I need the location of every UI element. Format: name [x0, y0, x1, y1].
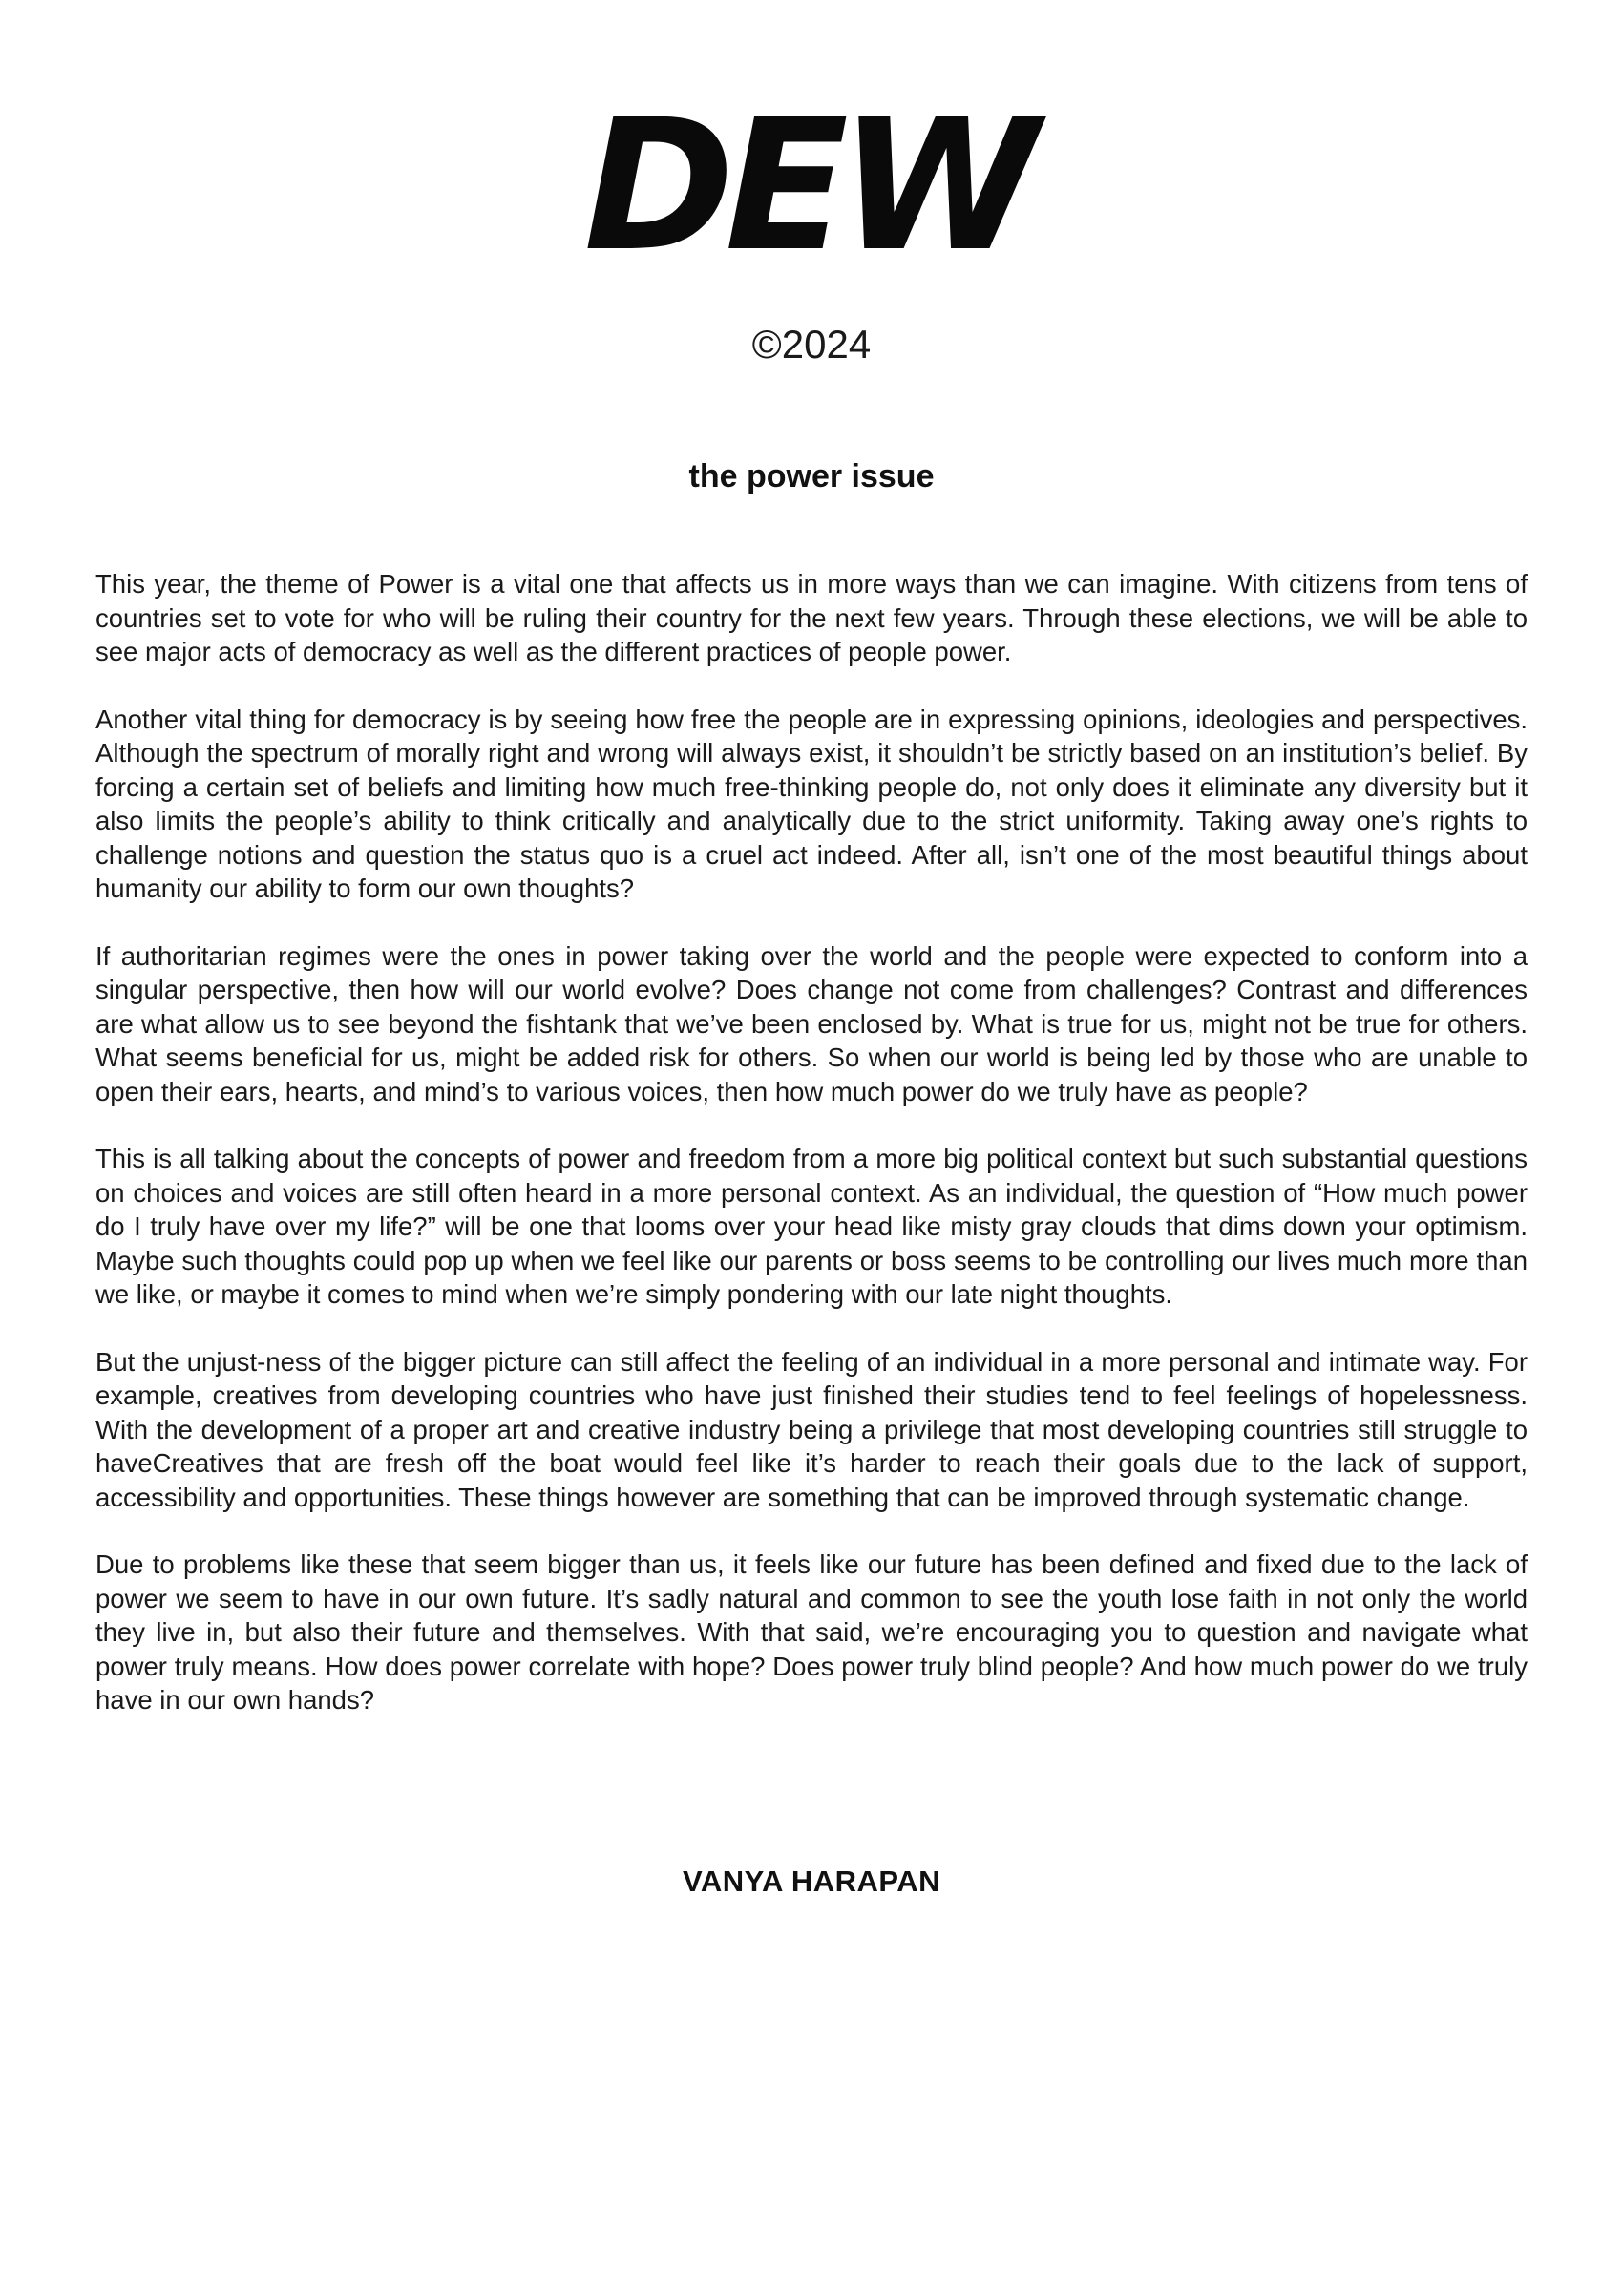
paragraph-6: Due to problems like these that seem bigger than us, it feels like our future has been defined and fixed due to the lack of power we seem to have in our own future. It’s sadly natural and common to see the youth lose faith in not only the world they live in, but also their future and themselves. With that said, we’re encouraging you to question and navigate what power truly means. How does power correlate with hope? Does power truly blind people? And how much power do we truly have in our own hands? — [95, 1549, 1528, 1715]
paragraph-4: This is all talking about the concepts of power and freedom from a more big political context but such substantial questions on choices and voices are still often heard in a more personal context. As an individual, the question of “How much power do I truly have over my life?” will be one that looms over your head like misty gray clouds that dims down your optimism. Maybe such thoughts could pop up when we feel like our parents or boss seems to be controlling our lives much more than we like, or maybe it comes to mind when we’re simply pondering with our late night thoughts. — [95, 1144, 1528, 1309]
copyright-year: ©2024 — [751, 322, 872, 367]
dew-logo: DEW — [583, 80, 1030, 291]
paragraph-5: But the unjust-ness of the bigger picture can still affect the feeling of an individual in a more personal and intimate way. For example, creatives from developing countries who have just finished their studies tend to feel feelings of hopelessness. With the development of a proper art and creative industry being a privilege that most developing countries still struggle to haveCreatives that are fresh off the boat would feel like it’s harder to reach their goals due to the lack of support, accessibility and opportunities. These things however are something that can be improved through systematic change. — [95, 1346, 1528, 1512]
paragraph-1: This year, the theme of Power is a vital one that affects us in more ways than we can imagine. With citizens from tens of countries set to vote for who will be ruling their country for the next few years. Through these elections, we will be able to see major acts of democracy as well as the different practices of people power. — [95, 569, 1528, 666]
author-name: VANYA HARAPAN — [682, 1864, 941, 1898]
editorial-body — [95, 567, 1528, 1751]
masthead — [0, 80, 1623, 291]
paragraph-3: If authoritarian regimes were the ones in power taking over the world and the people were expected to conform into a singular perspective, then how will our world evolve? Does change not come from challenges? Contrast and differences are what allow us to see beyond the fishtank that we’ve been enclosed by. What is true for us, might not be true for others. What seems beneficial for us, might be added risk for others. So when our world is being led by those who are unable to open their ears, hearts, and mind’s to various voices, then how much power do we truly have as people? — [95, 940, 1528, 1106]
paragraph-2: Another vital thing for democracy is by seeing how free the people are in expressing opinions, ideologies and perspectives. Although the spectrum of morally right and wrong will always exist, it shouldn’t be strictly based on an institution’s belief. By forcing a certain set of beliefs and limiting how much free-thinking people do, not only does it eliminate any diversity but it also limits the people’s ability to think critically and analytically due to the strict uniformity. Taking away one’s rights to challenge notions and question the status quo is a cruel act indeed. After all, isn’t one of the most beautiful things about humanity our ability to form our own thoughts? — [95, 704, 1528, 903]
issue-title: the power issue — [688, 458, 935, 495]
